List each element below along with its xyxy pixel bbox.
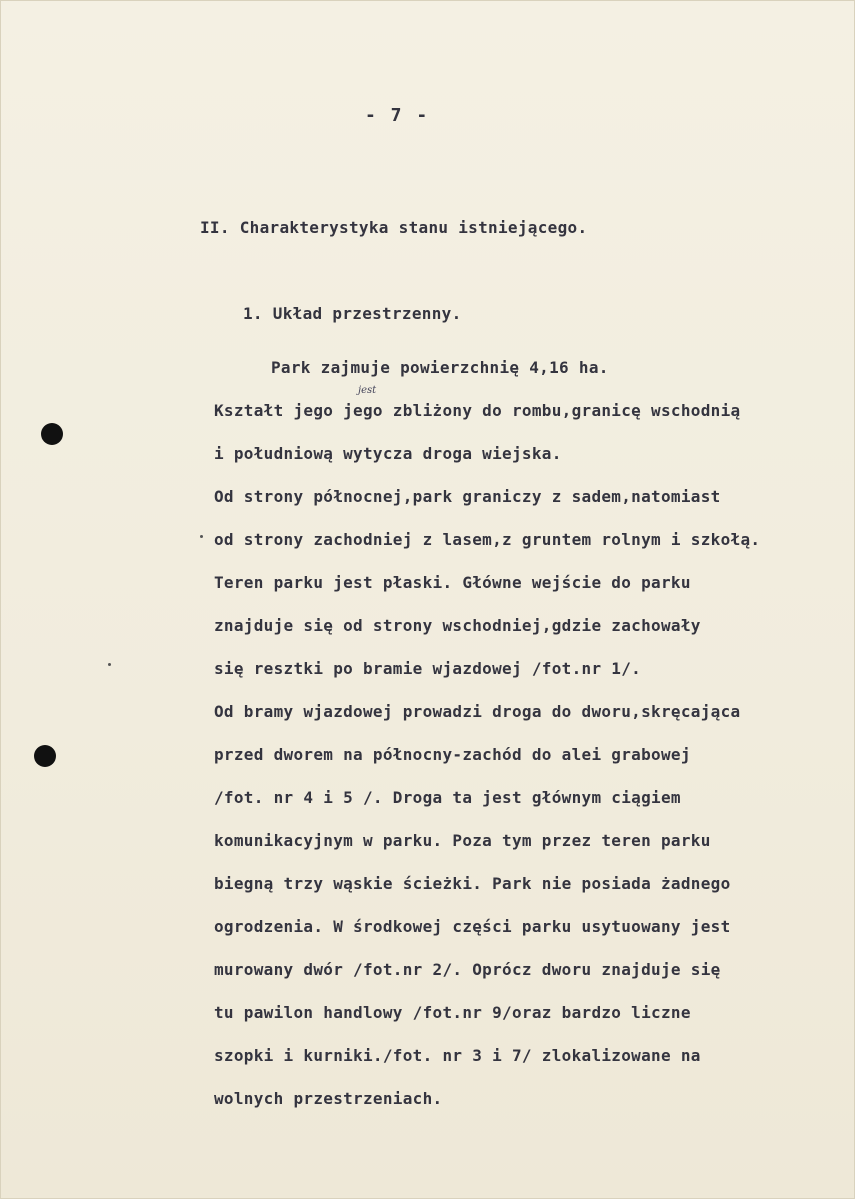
binder-hole — [41, 423, 63, 445]
paragraph-line: od strony zachodniej z lasem,z gruntem rolnym i szkołą. — [214, 530, 761, 549]
paragraph-line: komunikacyjnym w parku. Poza tym przez teren parku — [214, 831, 711, 850]
paragraph-line: tu pawilon handlowy /fot.nr 9/oraz bardzo liczne — [214, 1003, 691, 1022]
ink-mark — [200, 535, 203, 538]
paragraph-line: biegną trzy wąskie ścieżki. Park nie posiada żadnego — [214, 874, 731, 893]
paragraph-line: wolnych przestrzeniach. — [214, 1089, 443, 1108]
paragraph-line: Teren parku jest płaski. Główne wejście do parku — [214, 573, 691, 592]
paragraph-line: się resztki po bramie wjazdowej /fot.nr 1/. — [214, 659, 642, 678]
paragraph-line: /fot. nr 4 i 5 /. Droga ta jest głównym ciągiem — [214, 788, 681, 807]
paragraph-line: Park zajmuje powierzchnię 4,16 ha. — [271, 358, 609, 377]
paragraph-line: przed dworem na północny-zachód do alei grabowej — [214, 745, 691, 764]
paragraph-line: murowany dwór /fot.nr 2/. Oprócz dworu znajduje się — [214, 960, 721, 979]
paragraph-line: i południową wytycza droga wiejska. — [214, 444, 562, 463]
paragraph-line: ogrodzenia. W środkowej części parku usytuowany jest — [214, 917, 731, 936]
paragraph-line: znajduje się od strony wschodniej,gdzie zachowały — [214, 616, 701, 635]
page-number: - 7 - — [365, 105, 430, 126]
section-heading: II. Charakterystyka stanu istniejącego. — [200, 218, 588, 237]
handwritten-insert: jest — [358, 385, 377, 396]
binder-hole — [34, 745, 56, 767]
paragraph-line: Od strony północnej,park graniczy z sadem,natomiast — [214, 487, 721, 506]
paragraph-line: Od bramy wjazdowej prowadzi droga do dworu,skręcająca — [214, 702, 741, 721]
ink-mark — [108, 663, 111, 666]
paragraph-line: szopki i kurniki./fot. nr 3 i 7/ zlokalizowane na — [214, 1046, 701, 1065]
paragraph-line: Kształt jego jego zbliżony do rombu,granicę wschodnią — [214, 401, 741, 420]
subsection-heading: 1. Układ przestrzenny. — [243, 304, 462, 323]
